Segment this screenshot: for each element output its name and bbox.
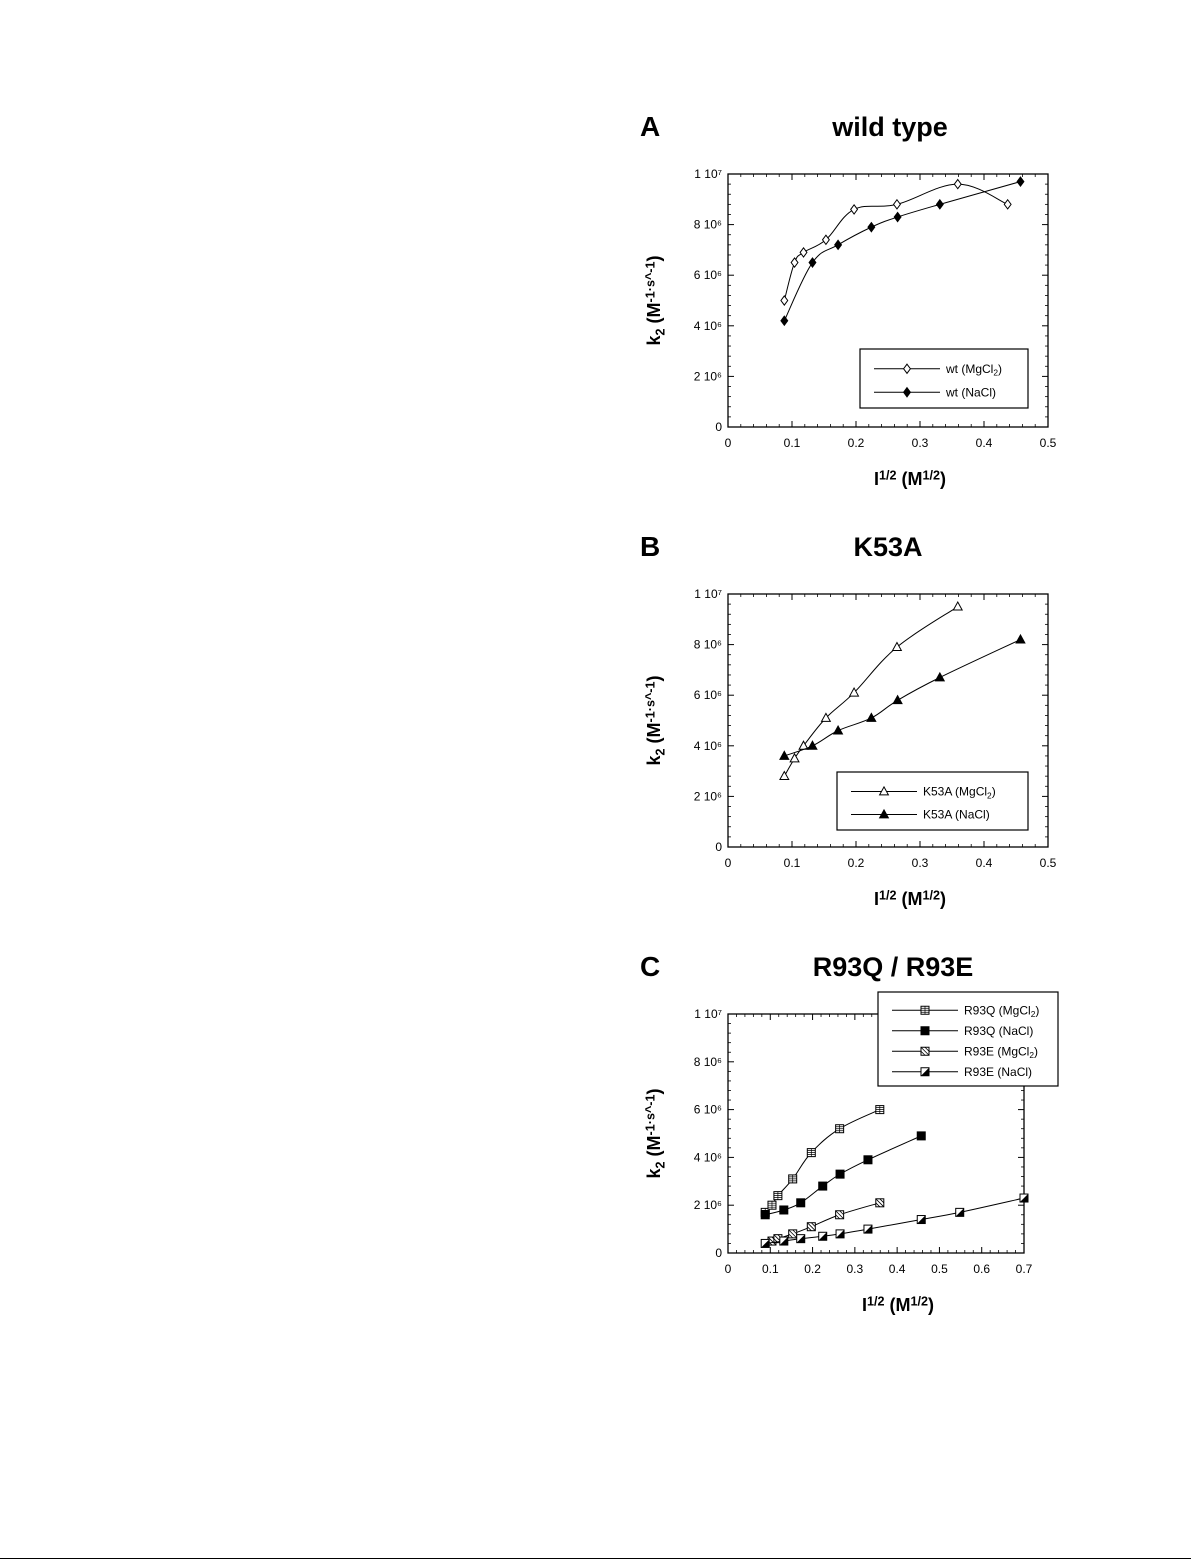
data-point xyxy=(836,1125,844,1133)
data-point xyxy=(768,1201,776,1209)
data-point xyxy=(864,1156,872,1164)
data-point xyxy=(917,1216,925,1224)
data-point xyxy=(790,754,799,762)
data-point xyxy=(867,713,876,721)
series-line xyxy=(784,607,957,777)
series-r93q-nacl- xyxy=(761,1132,925,1219)
data-point xyxy=(761,1239,769,1247)
legend xyxy=(837,772,1028,830)
y-tick-label: 4 10⁶ xyxy=(693,318,722,333)
series-wt-nacl- xyxy=(781,177,1024,325)
legend-label: R93E (NaCl) xyxy=(964,1064,1033,1079)
y-tick-label: 8 10⁶ xyxy=(693,1054,722,1069)
panel-C xyxy=(640,951,1058,1315)
data-point xyxy=(851,205,858,214)
series-line xyxy=(784,640,1020,756)
y-tick-label: 6 10⁶ xyxy=(693,1102,722,1117)
legend-marker xyxy=(921,1006,929,1014)
data-point xyxy=(774,1192,782,1200)
panel-letter: B xyxy=(640,531,661,562)
x-tick-label: 0.5 xyxy=(1039,436,1057,450)
x-tick-label: 0.3 xyxy=(911,436,929,450)
data-point xyxy=(797,1235,805,1243)
y-axis-label-group xyxy=(643,676,667,766)
data-point xyxy=(819,1232,827,1240)
x-tick-label: 0.5 xyxy=(931,1262,948,1276)
data-point xyxy=(876,1106,884,1114)
data-point xyxy=(894,212,901,221)
series-k53a-mgcl2- xyxy=(780,602,962,780)
legend-marker xyxy=(921,1047,929,1055)
x-tick-label: 0 xyxy=(724,436,732,450)
data-point xyxy=(954,180,961,189)
legend-box xyxy=(860,349,1028,408)
x-tick-label: 0 xyxy=(724,1262,732,1276)
data-point xyxy=(936,200,943,209)
data-point xyxy=(876,1199,884,1207)
legend-label: wt (NaCl) xyxy=(946,385,996,400)
panel-A xyxy=(640,111,1057,489)
y-axis-label-group xyxy=(643,1089,667,1179)
data-point xyxy=(761,1211,769,1219)
x-axis-label: $I^{1/2}$ $(M^{1/2})$ xyxy=(861,1294,935,1315)
data-point xyxy=(894,200,901,209)
data-point xyxy=(780,772,789,780)
data-point xyxy=(807,1149,815,1157)
x-axis-label: $I^{1/2}$ $(M^{1/2})$ xyxy=(873,468,947,489)
data-point xyxy=(1020,1194,1028,1202)
x-tick-label: 0.6 xyxy=(973,1262,991,1276)
panel-title: wild type xyxy=(832,112,948,142)
panel-B xyxy=(640,531,1057,909)
y-tick-label: 2 10⁶ xyxy=(693,1198,722,1213)
y-axis-label: $k_2$ $(M^{-1\cdot s\^{}-1})$ xyxy=(643,255,668,346)
data-point xyxy=(836,1211,844,1219)
legend-label: K53A (MgCl$_2$) xyxy=(923,784,996,801)
data-point xyxy=(917,1132,925,1140)
panel-letter: A xyxy=(640,111,661,142)
data-point xyxy=(781,296,788,305)
x-tick-label: 0 xyxy=(724,856,732,870)
data-point xyxy=(1004,200,1011,209)
x-tick-label: 0.4 xyxy=(975,856,993,870)
data-point xyxy=(791,258,798,267)
y-axis-label: $k_2$ $(M^{-1\cdot s\^{}-1})$ xyxy=(643,1088,668,1179)
x-tick-label: 0.2 xyxy=(847,856,865,870)
legend-label: R93Q (MgCl$_2$) xyxy=(964,1003,1040,1020)
x-tick-label: 0.2 xyxy=(804,1262,821,1276)
y-tick-label: 2 10⁶ xyxy=(693,789,722,804)
panel-title: R93Q / R93E xyxy=(812,952,974,982)
x-tick-label: 0.3 xyxy=(911,856,929,870)
y-tick-label: 6 10⁶ xyxy=(693,688,722,703)
data-point xyxy=(868,223,875,232)
x-axis-label: $I^{1/2}$ $(M^{1/2})$ xyxy=(873,888,947,909)
legend-label: K53A (NaCl) xyxy=(923,807,990,822)
panel-title: K53A xyxy=(853,532,923,562)
data-point xyxy=(893,643,902,651)
data-point xyxy=(823,235,830,244)
data-point xyxy=(836,1170,844,1178)
y-tick-label: 0 xyxy=(715,840,722,854)
x-tick-label: 0.1 xyxy=(761,1262,779,1276)
y-tick-label: 1 10⁷ xyxy=(694,587,722,601)
panel-letter: C xyxy=(640,951,661,982)
x-tick-label: 0.2 xyxy=(847,436,865,450)
y-tick-label: 6 10⁶ xyxy=(693,268,722,283)
x-tick-label: 0.4 xyxy=(888,1262,906,1276)
y-axis-label-group xyxy=(643,256,667,346)
data-point xyxy=(893,696,902,704)
data-point xyxy=(935,673,944,681)
y-tick-label: 4 10⁶ xyxy=(693,738,722,753)
legend-marker xyxy=(921,1027,929,1035)
x-tick-label: 0.7 xyxy=(1015,1262,1033,1276)
y-axis-label: $k_2$ $(M^{-1\cdot s\^{}-1})$ xyxy=(643,675,668,766)
data-point xyxy=(789,1175,797,1183)
data-point xyxy=(1017,177,1024,186)
series-k53a-nacl- xyxy=(780,635,1025,759)
y-tick-label: 8 10⁶ xyxy=(693,217,722,232)
data-point xyxy=(956,1208,964,1216)
data-point xyxy=(836,1230,844,1238)
series-line xyxy=(765,1110,880,1213)
legend-label: wt (MgCl$_2$) xyxy=(946,361,1003,378)
x-tick-label: 0.4 xyxy=(975,436,993,450)
data-point xyxy=(780,1206,788,1214)
data-point xyxy=(781,316,788,325)
data-point xyxy=(807,1223,815,1231)
legend xyxy=(878,992,1058,1086)
legend xyxy=(860,349,1028,408)
y-tick-label: 4 10⁶ xyxy=(693,1150,722,1165)
data-point xyxy=(835,240,842,249)
data-point xyxy=(808,741,817,749)
data-point xyxy=(1016,635,1025,643)
data-point xyxy=(797,1199,805,1207)
x-tick-label: 0.1 xyxy=(783,436,801,450)
x-tick-label: 0.5 xyxy=(1039,856,1057,870)
data-point xyxy=(953,602,962,610)
bottom-rule xyxy=(0,1558,1191,1559)
legend-label: R93E (MgCl$_2$) xyxy=(964,1044,1039,1061)
legend-marker xyxy=(921,1068,929,1076)
data-point xyxy=(819,1182,827,1190)
y-tick-label: 2 10⁶ xyxy=(693,369,722,384)
data-point xyxy=(800,248,807,257)
y-tick-label: 1 10⁷ xyxy=(694,167,722,181)
data-point xyxy=(789,1230,797,1238)
y-tick-label: 8 10⁶ xyxy=(693,637,722,652)
y-tick-label: 0 xyxy=(715,420,722,434)
data-point xyxy=(864,1225,872,1233)
x-tick-label: 0.1 xyxy=(783,856,801,870)
series-wt-mgcl2- xyxy=(781,180,1011,306)
data-point xyxy=(780,1237,788,1245)
data-point xyxy=(834,726,843,734)
legend-label: R93Q (NaCl) xyxy=(964,1023,1034,1038)
x-tick-label: 0.3 xyxy=(846,1262,864,1276)
y-tick-label: 1 10⁷ xyxy=(694,1007,722,1021)
y-tick-label: 0 xyxy=(715,1246,722,1260)
